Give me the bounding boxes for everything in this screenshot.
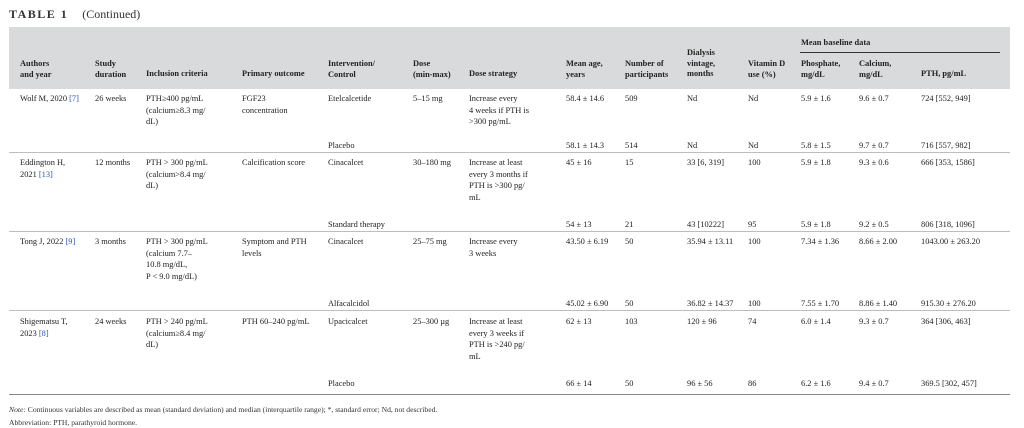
cell-mean-age: 58.4 ± 14.6 xyxy=(566,94,605,103)
cell-phosphate: 5.8 ± 1.5 xyxy=(801,141,831,150)
cell-calcium: 9.3 ± 0.6 xyxy=(859,158,889,167)
author-name: Wolf M, 2020 xyxy=(20,94,70,103)
cell-outcome: PTH 60–240 pg/mL xyxy=(242,317,310,326)
header-pth: PTH, pg/mL xyxy=(921,69,967,78)
cell-pth: 1043.00 ± 263.20 xyxy=(921,237,981,246)
cell-vitamin-d: Nd xyxy=(748,141,759,150)
header-inclusion: Inclusion criteria xyxy=(146,69,208,78)
cell-author xyxy=(20,157,65,180)
cell-participants: 103 xyxy=(625,317,638,326)
cell-phosphate: 5.9 ± 1.8 xyxy=(801,220,831,229)
reference-link[interactable]: [13] xyxy=(38,169,53,179)
cell-phosphate: 7.55 ± 1.70 xyxy=(801,299,840,308)
cell-author xyxy=(20,93,79,105)
cell-dialysis-vintage: 96 ± 56 xyxy=(687,379,713,388)
cell-vitamin-d: 100 xyxy=(748,299,761,308)
table-bottom-rule xyxy=(9,394,1010,395)
cell-outcome: FGF23 concentration xyxy=(242,94,288,115)
header-age: Mean age, years xyxy=(566,59,603,79)
cell-vitamin-d: 86 xyxy=(748,379,757,388)
cell-calcium: 9.2 ± 0.5 xyxy=(859,220,889,229)
cell-dialysis-vintage: 36.82 ± 14.37 xyxy=(687,299,734,308)
cell-dialysis-vintage: Nd xyxy=(687,94,698,103)
cell-calcium: 9.7 ± 0.7 xyxy=(859,141,889,150)
cell-strategy: Increase every 4 weeks if PTH is >300 pg/mL xyxy=(469,94,530,126)
cell-participants: 15 xyxy=(625,158,634,167)
header-authors: Authors and year xyxy=(20,59,52,79)
cell-participants: 21 xyxy=(625,220,634,229)
cell-mean-age: 58.1 ± 14.3 xyxy=(566,141,605,150)
cell-inclusion: PTH > 300 pg/mL (calcium 7.7– 10.8 mg/dL, P < 9.0 mg/dL) xyxy=(146,237,208,281)
cell-duration: 24 weeks xyxy=(95,317,127,326)
cell-intervention: Standard therapy xyxy=(328,220,385,229)
cell-intervention: Etelcalcetide xyxy=(328,94,372,103)
cell-mean-age: 54 ± 13 xyxy=(566,220,592,229)
cell-phosphate: 6.0 ± 1.4 xyxy=(801,317,831,326)
reference-link[interactable]: [7] xyxy=(69,94,79,103)
header-mean-baseline: Mean baseline data xyxy=(801,38,871,47)
cell-dialysis-vintage: 33 [6, 319] xyxy=(687,158,724,167)
cell-pth: 364 [306, 463] xyxy=(921,317,971,326)
cell-intervention: Placebo xyxy=(328,379,355,388)
note-label: Note: xyxy=(9,405,26,414)
cell-phosphate: 6.2 ± 1.6 xyxy=(801,379,831,388)
note-text: Continuous variables are described as mean (standard deviation) and median (interquartile range); *, standard error; Nd, not described. xyxy=(25,405,438,414)
cell-dose: 25–300 µg xyxy=(413,317,450,326)
cell-calcium: 8.66 ± 2.00 xyxy=(859,237,898,246)
table-label: TABLE 1 xyxy=(9,7,69,21)
cell-calcium: 8.86 ± 1.40 xyxy=(859,299,898,308)
cell-dose: 30–180 mg xyxy=(413,158,451,167)
cell-intervention: Alfacalcidol xyxy=(328,299,370,308)
cell-vitamin-d: 95 xyxy=(748,220,757,229)
header-vitamin-d: Vitamin D use (%) xyxy=(748,59,786,79)
cell-mean-age: 43.50 ± 6.19 xyxy=(566,237,609,246)
cell-dialysis-vintage: Nd xyxy=(687,141,698,150)
table-abbreviation: Abbreviation: PTH, parathyroid hormone. xyxy=(9,418,138,427)
cell-duration: 12 months xyxy=(95,158,131,167)
cell-phosphate: 5.9 ± 1.6 xyxy=(801,94,831,103)
cell-author xyxy=(20,236,75,248)
reference-link[interactable]: [9] xyxy=(65,237,76,246)
header-dialysis: Dialysis vintage, months xyxy=(687,48,716,78)
cell-phosphate: 7.34 ± 1.36 xyxy=(801,237,840,246)
author-name: Shigematsu T, 2023 xyxy=(20,317,68,338)
cell-pth: 724 [552, 949] xyxy=(921,94,971,103)
cell-dialysis-vintage: 120 ± 96 xyxy=(687,317,717,326)
row-divider xyxy=(9,152,1010,153)
cell-intervention: Upacicalcet xyxy=(328,317,368,326)
cell-participants: 50 xyxy=(625,237,634,246)
reference-link[interactable]: [8] xyxy=(38,328,49,338)
cell-phosphate: 5.9 ± 1.8 xyxy=(801,158,831,167)
cell-outcome: Symptom and PTH levels xyxy=(242,237,307,258)
cell-duration: 3 months xyxy=(95,237,126,246)
cell-mean-age: 62 ± 13 xyxy=(566,317,592,326)
cell-pth: 915.30 ± 276.20 xyxy=(921,299,976,308)
cell-dose: 25–75 mg xyxy=(413,237,447,246)
header-intervention: Intervention/ Control xyxy=(328,59,375,79)
cell-calcium: 9.4 ± 0.7 xyxy=(859,379,889,388)
cell-intervention: Cinacalcet xyxy=(328,237,364,246)
cell-pth: 716 [557, 982] xyxy=(921,141,971,150)
cell-vitamin-d: 100 xyxy=(748,158,761,167)
table-caption xyxy=(9,7,140,22)
cell-duration: 26 weeks xyxy=(95,94,127,103)
header-dose: Dose (min-max) xyxy=(413,59,451,79)
cell-dialysis-vintage: 43 [10222] xyxy=(687,220,724,229)
cell-strategy: Increase every 3 weeks xyxy=(469,237,518,258)
header-calcium: Calcium, mg/dL xyxy=(859,59,892,79)
cell-strategy: Increase at least every 3 weeks if PTH is >240 pg/ mL xyxy=(469,317,525,361)
table-continued: (Continued) xyxy=(82,7,141,21)
cell-intervention: Placebo xyxy=(328,141,355,150)
cell-pth: 666 [353, 1586] xyxy=(921,158,975,167)
cell-inclusion: PTH≥400 pg/mL (calcium≥8.3 mg/ dL) xyxy=(146,94,206,126)
cell-inclusion: PTH > 240 pg/mL (calcium≥8.4 mg/ dL) xyxy=(146,317,208,349)
row-divider xyxy=(9,231,1010,232)
author-name: Tong J, 2022 xyxy=(20,237,66,246)
header-group-rule xyxy=(800,52,1000,53)
cell-inclusion: PTH > 300 pg/mL (calcium>8.4 mg/ dL) xyxy=(146,158,208,190)
cell-outcome: Calcification score xyxy=(242,158,306,167)
header-participants: Number of participants xyxy=(625,59,669,79)
cell-vitamin-d: Nd xyxy=(748,94,759,103)
header-phosphate: Phosphate, mg/dL xyxy=(801,59,841,79)
header-outcome: Primary outcome xyxy=(242,69,305,78)
cell-vitamin-d: 100 xyxy=(748,237,761,246)
cell-calcium: 9.3 ± 0.7 xyxy=(859,317,889,326)
row-divider xyxy=(9,310,1010,311)
cell-dialysis-vintage: 35.94 ± 13.11 xyxy=(687,237,734,246)
cell-mean-age: 45.02 ± 6.90 xyxy=(566,299,609,308)
cell-mean-age: 66 ± 14 xyxy=(566,379,592,388)
cell-vitamin-d: 74 xyxy=(748,317,757,326)
cell-mean-age: 45 ± 16 xyxy=(566,158,592,167)
cell-participants: 514 xyxy=(625,141,638,150)
cell-intervention: Cinacalcet xyxy=(328,158,364,167)
cell-participants: 509 xyxy=(625,94,638,103)
header-duration: Study duration xyxy=(95,59,127,79)
cell-author xyxy=(20,316,68,339)
author-name: Eddington H, 2021 xyxy=(20,158,66,179)
cell-strategy: Increase at least every 3 months if PTH is >300 pg/ mL xyxy=(469,158,528,202)
cell-participants: 50 xyxy=(625,299,634,308)
cell-participants: 50 xyxy=(625,379,634,388)
header-strategy: Dose strategy xyxy=(469,69,518,78)
table-note xyxy=(9,405,437,414)
cell-dose: 5–15 mg xyxy=(413,94,443,103)
cell-pth: 806 [318, 1096] xyxy=(921,220,975,229)
cell-pth: 369.5 [302, 457] xyxy=(921,379,977,388)
cell-calcium: 9.6 ± 0.7 xyxy=(859,94,889,103)
